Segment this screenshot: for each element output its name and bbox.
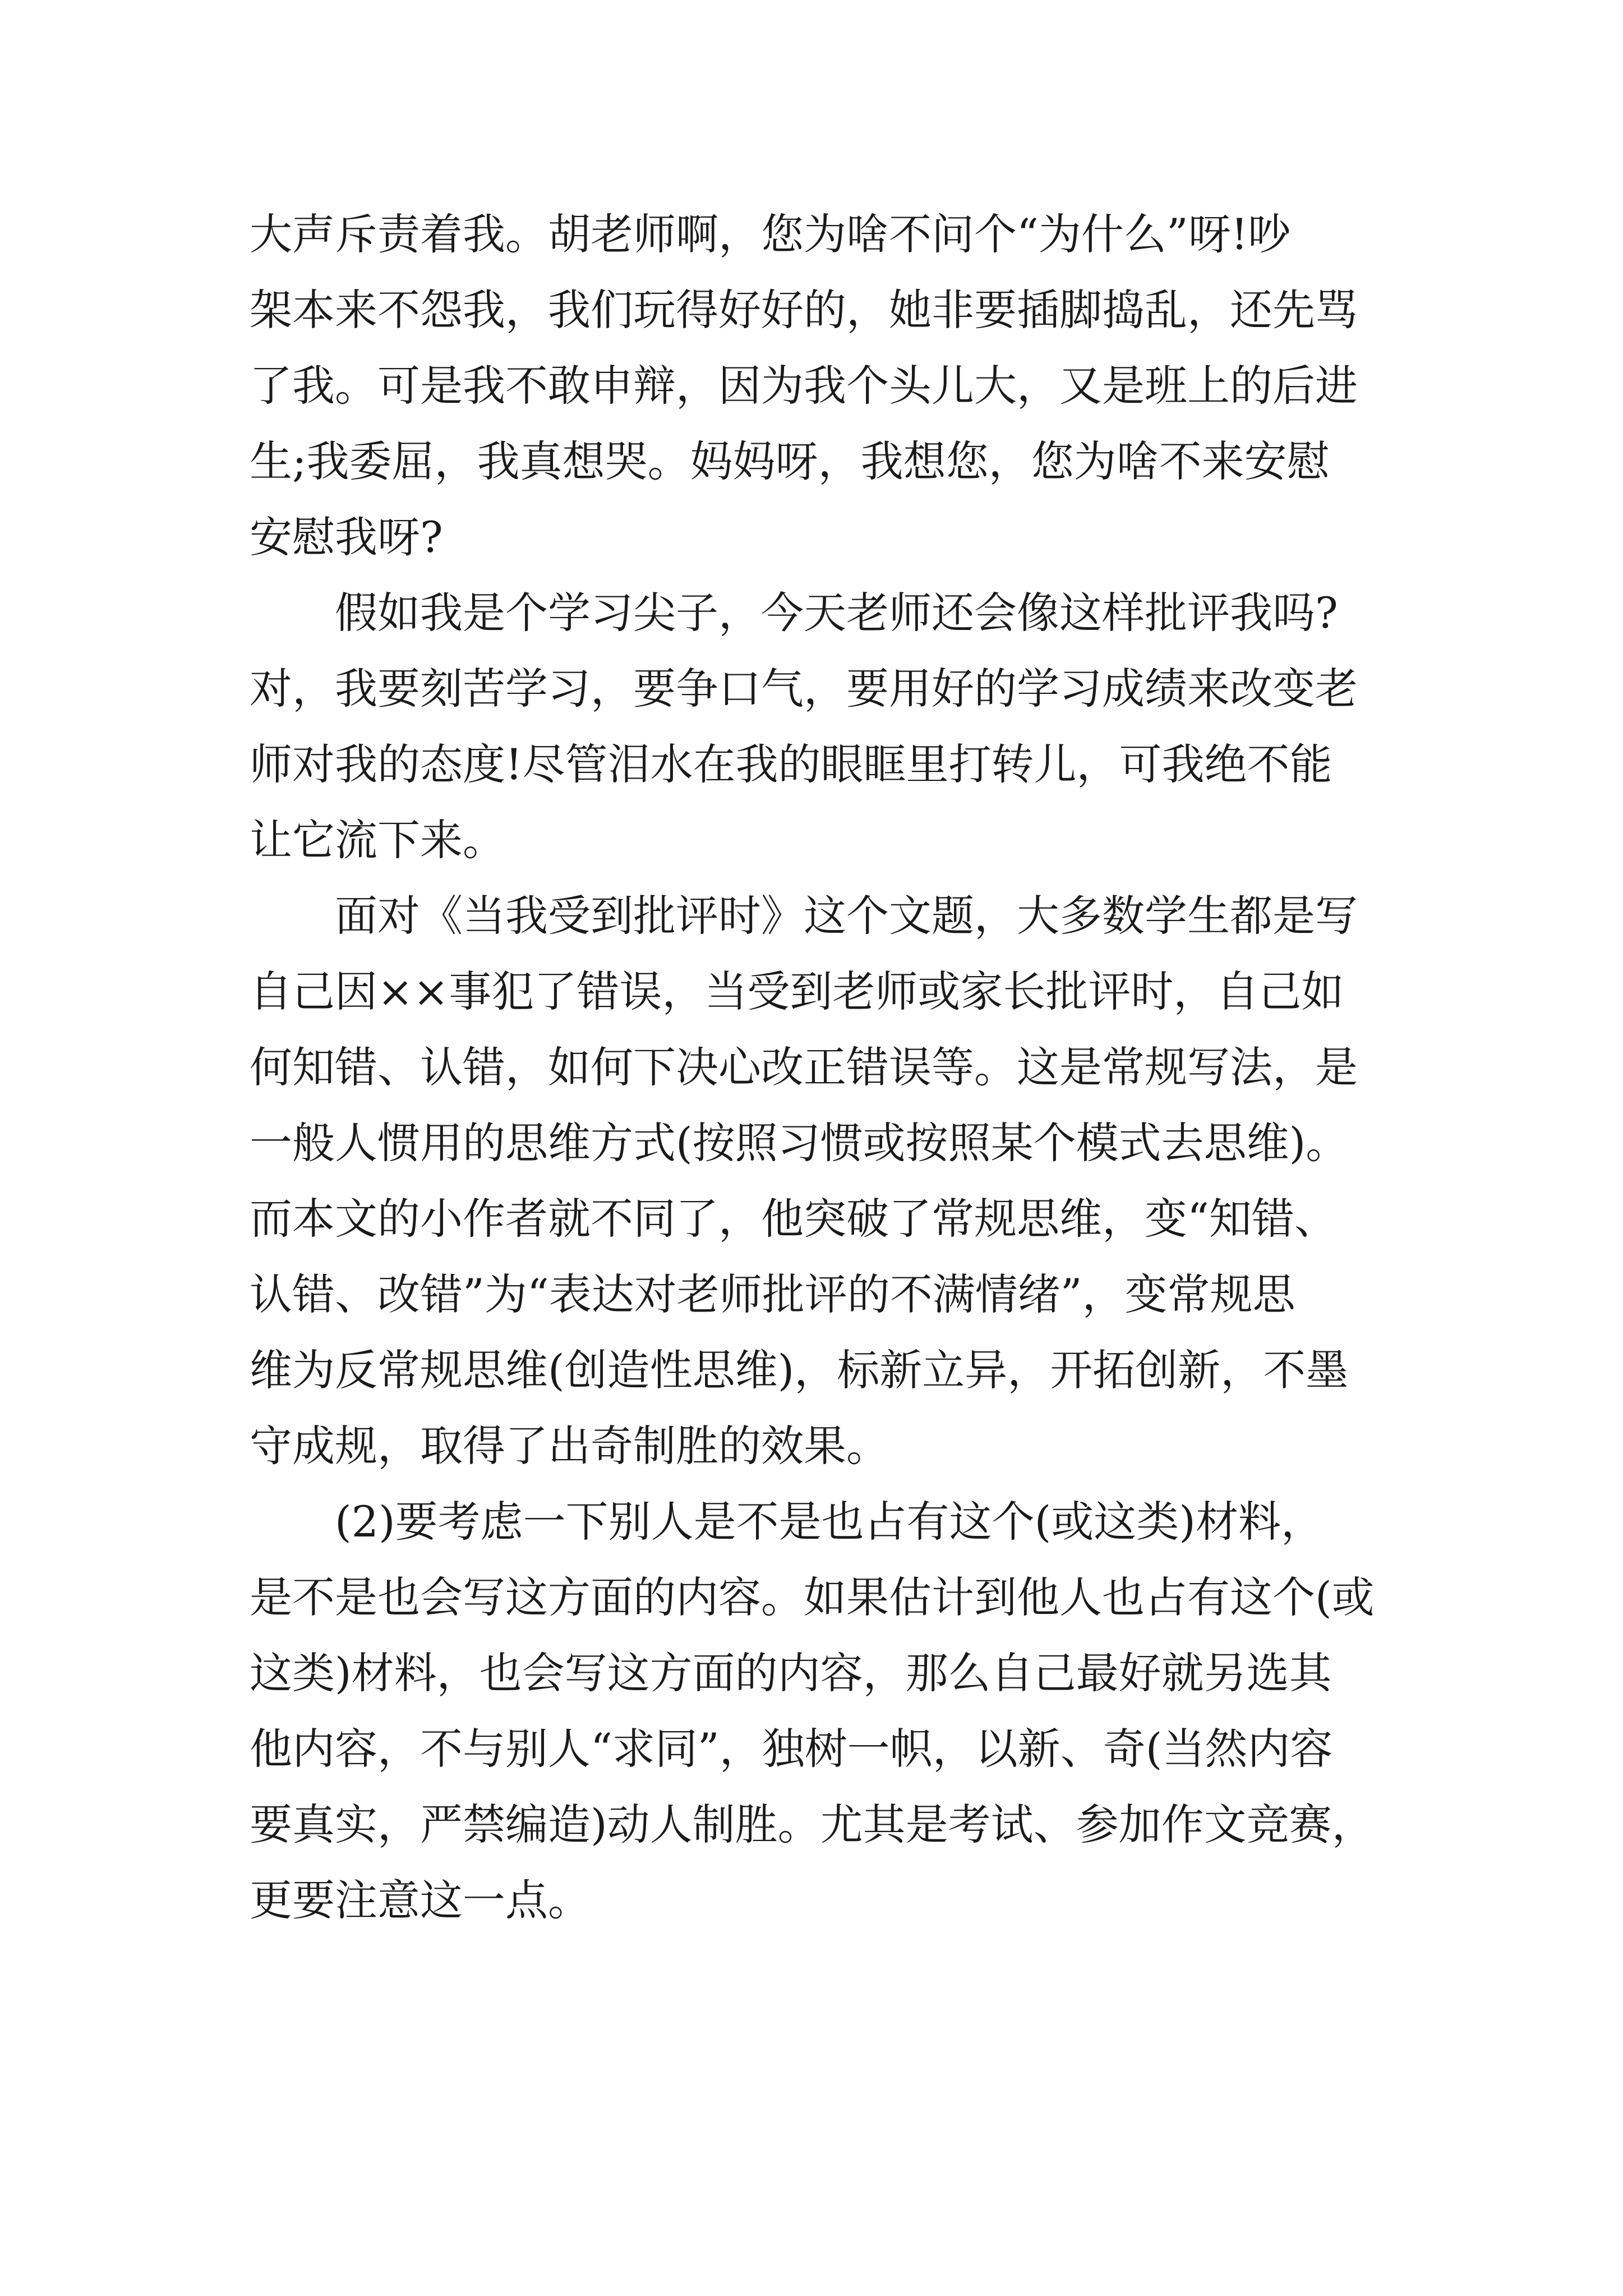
text-line: 一般人惯用的思维方式(按照习惯或按照某个模式去思维)。 bbox=[250, 1118, 1349, 1168]
text-line: 何知错、认错，如何下决心改正错误等。这是常规写法，是 bbox=[250, 1042, 1358, 1092]
text-line: 大声斥责着我。胡老师啊，您为啥不问个“为什么”呀!吵 bbox=[250, 209, 1291, 259]
text-line: 这类)材料，也会写这方面的内容，那么自己最好就另选其 bbox=[250, 1648, 1332, 1698]
text-line: 更要注意这一点。 bbox=[250, 1875, 591, 1925]
text-line: 架本来不怨我，我们玩得好好的，她非要插脚捣乱，还先骂 bbox=[250, 285, 1358, 335]
text-line: 自己因××事犯了错误，当受到老师或家长批评时，自己如 bbox=[250, 967, 1344, 1016]
text-line: 而本文的小作者就不同了，他突破了常规思维，变“知错、 bbox=[250, 1194, 1337, 1244]
text-line: 是不是也会写这方面的内容。如果估计到他人也占有这个(或 bbox=[250, 1572, 1375, 1622]
text-line: 维为反常规思维(创造性思维)，标新立异，开拓创新，不墨 bbox=[250, 1345, 1349, 1395]
text-line: 面对《当我受到批评时》这个文题，大多数学生都是写 bbox=[250, 891, 1358, 941]
text-line: 认错、改错”为“表达对老师批评的不满情绪”，变常规思 bbox=[250, 1269, 1295, 1319]
text-line: 对，我要刻苦学习，要争口气，要用好的学习成绩来改变老 bbox=[250, 664, 1358, 714]
body-text bbox=[250, 196, 1388, 1938]
text-line: 生;我委屈，我真想哭。妈妈呀，我想您，您为啥不来安慰 bbox=[250, 436, 1330, 486]
text-line: 了我。可是我不敢申辩，因为我个头儿大，又是班上的后进 bbox=[250, 361, 1358, 411]
text-line: 假如我是个学习尖子，今天老师还会像这样批评我吗? bbox=[250, 588, 1338, 638]
text-line: 安慰我呀? bbox=[250, 512, 443, 562]
text-line: (2)要考虑一下别人是不是也占有这个(或这类)材料， bbox=[250, 1497, 1324, 1547]
text-line: 让它流下来。 bbox=[250, 815, 505, 865]
text-line: 要真实，严禁编造)动人制胜。尤其是考试、参加作文竞赛， bbox=[250, 1800, 1375, 1849]
text-line: 守成规，取得了出奇制胜的效果。 bbox=[250, 1421, 889, 1471]
text-line: 他内容，不与别人“求同”，独树一帜，以新、奇(当然内容 bbox=[250, 1724, 1333, 1774]
text-line: 师对我的态度!尽管泪水在我的眼眶里打转儿，可我绝不能 bbox=[250, 739, 1332, 789]
